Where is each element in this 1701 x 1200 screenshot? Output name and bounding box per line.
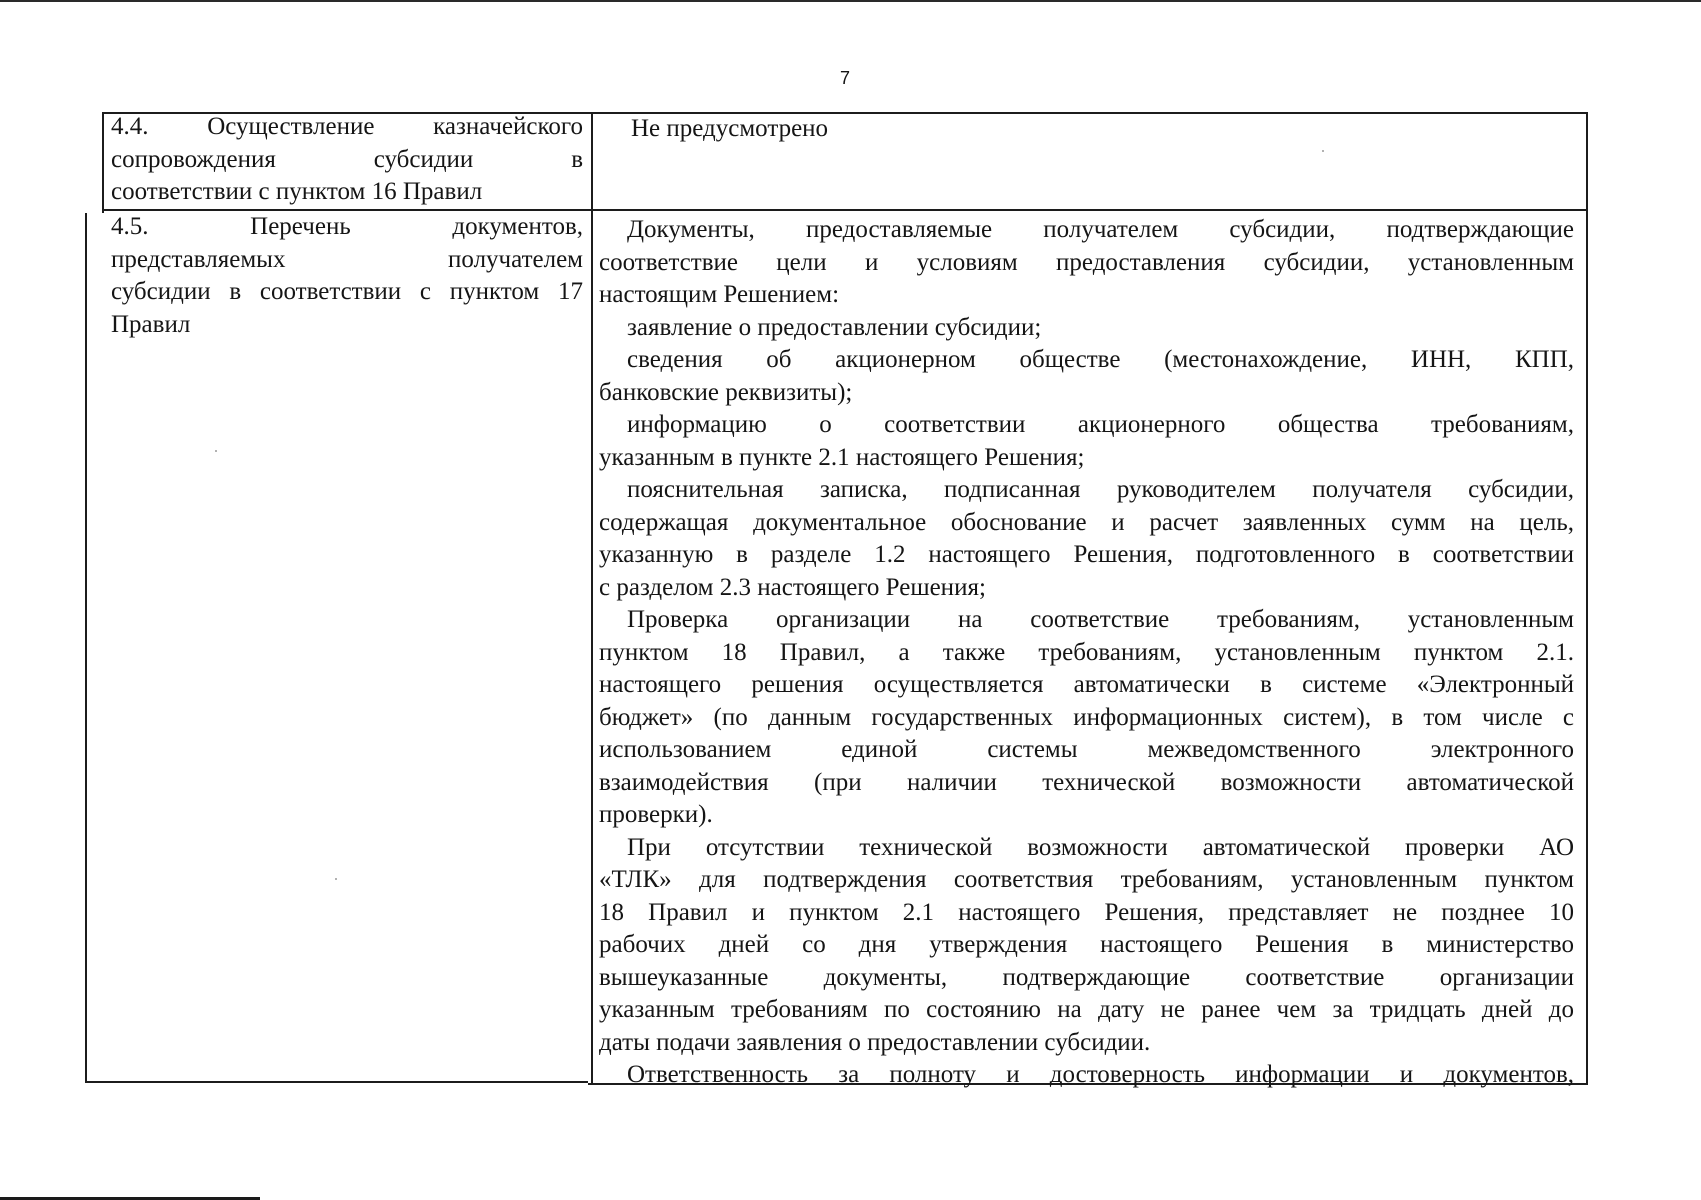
paragraph-line: использованием единой системы межведомственного электронного	[599, 736, 1574, 763]
paragraph-line: 18 Правил и пунктом 2.1 настоящего Решения, представляет не позднее 10	[599, 898, 1574, 926]
table-border-left	[85, 213, 87, 1083]
table-border-bottom	[85, 1081, 588, 1083]
paragraph-line: содержащая документальное обоснование и расчет заявленных сумм на цель,	[599, 508, 1574, 536]
paragraph-line: вышеуказанные документы, подтверждающие соответствие организации	[599, 963, 1574, 991]
paragraph-line: с разделом 2.3 настоящего Решения;	[599, 573, 986, 601]
paragraph-line: При отсутствии технической возможности автоматической проверки АО	[627, 833, 1574, 861]
paragraph-line: сведения об акционерном обществе (местонахождение, ИНН, КПП,	[627, 346, 1574, 373]
paragraph-line: даты подачи заявления о предоставлении субсидии.	[599, 1028, 1151, 1056]
paragraph-line: указанную в разделе 1.2 настоящего Решения, подготовленного в соответствии	[599, 541, 1574, 568]
paragraph-line: проверки).	[599, 801, 713, 828]
paragraph-line: соответствие цели и условиям предоставления субсидии, установленным	[599, 248, 1574, 276]
paragraph-line: заявление о предоставлении субсидии;	[627, 313, 1042, 341]
column-divider	[591, 112, 593, 1083]
row-4-5-label-cell	[111, 211, 583, 341]
scan-speck	[1322, 150, 1324, 152]
row-4-4-label-line: сопровождения субсидии в	[111, 145, 583, 173]
row-4-5-label-line: представляемых получателем	[111, 245, 583, 273]
row-4-5-label-line: 4.5. Перечень документов,	[111, 213, 583, 240]
scan-speck	[335, 878, 337, 880]
row-4-4-value-cell	[631, 113, 1571, 146]
paragraph-line: настоящим Решением:	[599, 281, 840, 308]
document-table	[85, 112, 1588, 1088]
paragraph-line: информацию о соответствии акционерного общества требованиям,	[627, 411, 1574, 438]
table-border-left	[102, 112, 104, 213]
row-4-5-label-line: субсидии в соответствии с пунктом 17	[111, 278, 583, 305]
paragraph-line: Документы, предоставляемые получателем субсидии, подтверждающие	[627, 216, 1574, 243]
paragraph-line: банковские реквизиты);	[599, 378, 853, 406]
paragraph-line: настоящего решения осуществляется автоматически в системе «Электронный	[599, 671, 1574, 698]
paragraph-line: пояснительная записка, подписанная руководителем получателя субсидии,	[627, 476, 1574, 503]
paragraph-line: Ответственность за полноту и достоверность информации и документов,	[627, 1061, 1574, 1088]
paragraph-line: пунктом 18 Правил, а также требованиям, установленным пунктом 2.1.	[599, 638, 1574, 666]
scan-speck	[215, 450, 217, 452]
page-number: 7	[839, 68, 850, 88]
paragraph-line: бюджет» (по данным государственных информационных систем), в том числе с	[599, 703, 1574, 731]
table-border-right	[1586, 112, 1588, 1083]
paragraph-line: взаимодействия (при наличии технической возможности автоматической	[599, 768, 1574, 796]
paragraph-line: Проверка организации на соответствие требованиям, установленным	[627, 606, 1574, 633]
row-4-4-label-line: соответствии с пунктом 16 Правил	[111, 178, 483, 205]
paragraph-line: указанным в пункте 2.1 настоящего Решения;	[599, 443, 1085, 471]
paragraph-line: «ТЛК» для подтверждения соответствия требованиям, установленным пунктом	[599, 866, 1574, 893]
row-4-4-value-line: Не предусмотрено	[631, 115, 829, 142]
scan-edge-top	[0, 0, 1701, 2]
row-4-5-value-cell	[599, 214, 1574, 1092]
row-4-5-label-line: Правил	[111, 310, 191, 338]
row-4-4-label-cell	[111, 111, 583, 209]
paragraph-line: указанным требованиям по состоянию на дату не ранее чем за тридцать дней до	[599, 996, 1574, 1023]
row-4-4-label-line: 4.4. Осуществление казначейского	[111, 113, 583, 140]
paragraph-line: рабочих дней со дня утверждения настоящего Решения в министерство	[599, 931, 1574, 958]
